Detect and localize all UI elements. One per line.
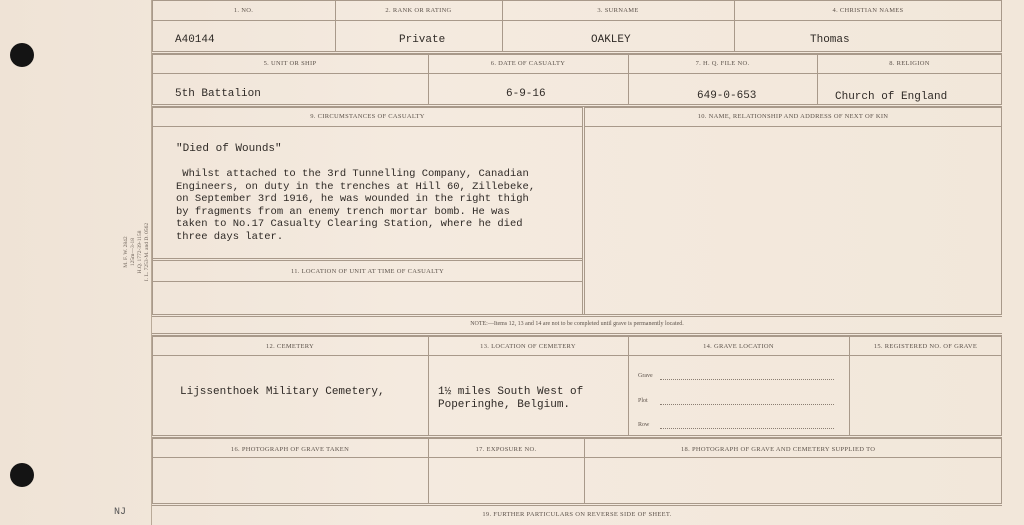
cemetery-value: Lijssenthoek Military Cemetery, [180,386,385,398]
label-religion: 8. RELIGION [889,60,930,67]
label-christian-names: 4. CHRISTIAN NAMES [832,7,904,14]
label-grave-location: 14. GRAVE LOCATION [703,343,774,350]
label-surname: 3. SURNAME [597,7,639,14]
surname-value: OAKLEY [591,34,631,46]
grave-label: Grave [638,373,653,379]
label-no: 1. NO. [233,7,254,14]
label-exposure: 17. EXPOSURE NO. [475,446,537,453]
side-print-code: M. F. W. 2842 125m—3-18 H.Q. 1772-39-1158 I. L. 7253-M. and D. 0562 [123,222,150,282]
christian-names-value: Thomas [810,34,850,46]
died-of-wounds: "Died of Wounds" [176,143,282,155]
row-label: Row [638,422,650,428]
plot-label: Plot [638,398,648,404]
service-number: A40144 [175,34,215,46]
label-circumstances: 9. CIRCUMSTANCES OF CASUALTY [310,113,425,120]
date-value: 6-9-16 [506,88,546,100]
cemetery-location-value: 1½ miles South West of Poperinghe, Belgium. [438,386,584,411]
label-unit-location: 11. LOCATION OF UNIT AT TIME OF CASUALTY [290,268,445,275]
label-hq-file: 7. H. Q. FILE NO. [695,60,750,67]
circumstances-text: Whilst attached to the 3rd Tunnelling Company, Canadian Engineers, on duty in the trenches at Hill 60, Zillebeke, on September 3rd 1916, he was wounded in the right thigh by fragments from an enemy trench mortar bomb. He was taken to No.17 Casualty Clearing Station, where he died three days later. [176,168,536,243]
label-date: 6. DATE OF CASUALTY [490,60,566,67]
label-further-particulars: 19. FURTHER PARTICULARS ON REVERSE SIDE OF SHEET. [482,511,672,518]
corner-initials: NJ [114,507,127,518]
next-of-kin-box [584,107,1002,315]
label-photo-taken: 16. PHOTOGRAPH OF GRAVE TAKEN [230,446,350,453]
unit-value: 5th Battalion [175,88,261,100]
label-photo-supplied: 18. PHOTOGRAPH OF GRAVE AND CEMETERY SUPPLIED TO [681,446,876,453]
label-cemetery: 12. CEMETERY [265,343,315,350]
note-text: NOTE:—Items 12, 13 and 14 are not to be completed until grave is permanently located. [470,321,684,327]
label-cemetery-location: 13. LOCATION OF CEMETERY [480,343,576,350]
punch-hole [10,43,34,67]
rank-value: Private [399,34,446,46]
label-registered-no: 15. REGISTERED NO. OF GRAVE [873,343,978,350]
hq-file-value: 649-0-653 [697,90,757,102]
label-next-of-kin: 10. NAME, RELATIONSHIP AND ADDRESS OF NEXT OF KIN [697,113,889,120]
religion-value: Church of England [835,91,948,103]
punch-hole [10,463,34,487]
label-unit: 5. UNIT OR SHIP [263,60,317,67]
label-rank: 2. RANK OR RATING [385,7,452,14]
